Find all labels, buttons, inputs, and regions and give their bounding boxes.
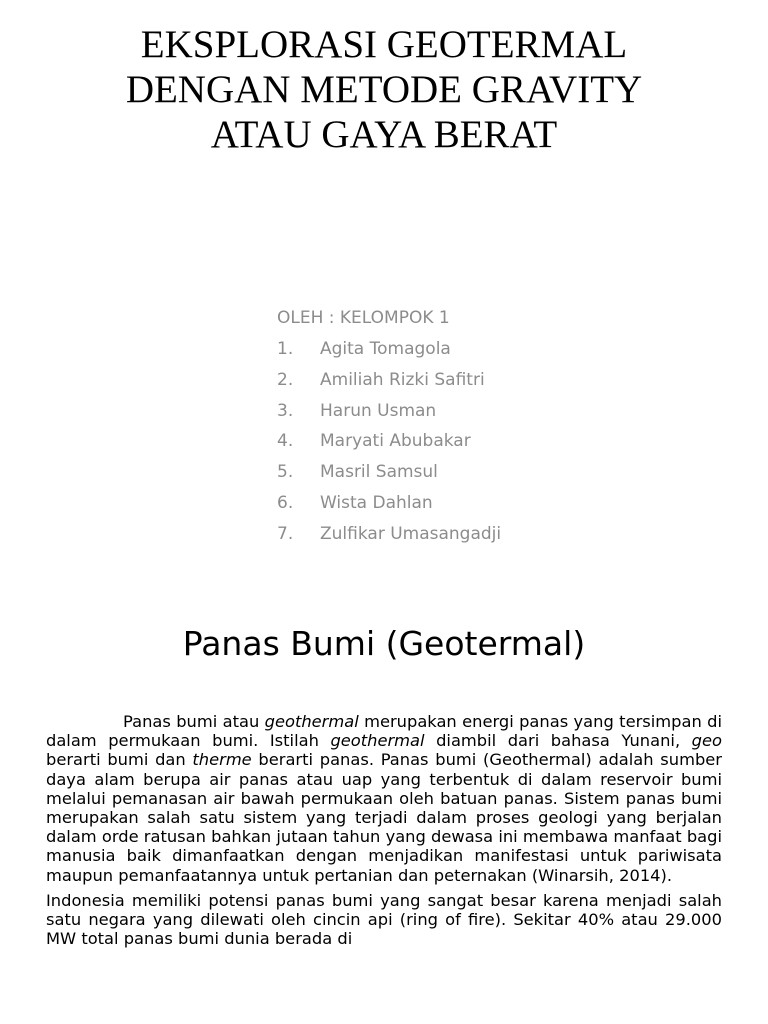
- body-text: [46, 712, 722, 954]
- list-item: [277, 365, 501, 396]
- title-line: DENGAN METODE GRAVITY: [125, 68, 643, 111]
- list-item: [277, 457, 501, 488]
- author-name: Amiliah Rizki Safitri: [320, 369, 485, 390]
- italic-term: therme: [192, 750, 252, 770]
- list-item: [277, 488, 501, 519]
- author-name: Masril Samsul: [320, 462, 438, 483]
- text-run: berarti bumi dan: [46, 750, 193, 770]
- paragraph-1: [46, 712, 722, 885]
- author-list-heading: OLEH : KELOMPOK 1: [277, 308, 450, 328]
- author-name: Maryati Abubakar: [320, 431, 471, 452]
- slide-title: [40, 22, 728, 157]
- title-line: ATAU GAYA BERAT: [210, 113, 558, 156]
- italic-term: geothermal: [330, 731, 425, 751]
- italic-term: geothermal: [264, 712, 359, 731]
- list-item: [277, 426, 501, 457]
- list-number: 3.: [277, 400, 294, 421]
- list-item: [277, 334, 501, 365]
- list-number: 7.: [277, 523, 294, 544]
- paragraph-2: Indonesia memiliki potensi panas bumi yang sangat besar karena menjadi salah satu negara yang dilewati oleh cincin api (ring of fire). Sekitar 40% atau 29.000 MW total panas bumi dunia berada di: [46, 890, 722, 949]
- text-run: diambil dari bahasa Yunani,: [424, 731, 692, 751]
- title-line: EKSPLORASI GEOTERMAL: [140, 23, 628, 66]
- list-number: 5.: [277, 462, 294, 483]
- list-number: 2.: [277, 369, 294, 390]
- author-name: Harun Usman: [320, 400, 437, 421]
- author-list: [277, 303, 501, 550]
- list-number: 4.: [277, 431, 294, 452]
- text-run: merupakan energi panas yang tersimpan di dalam permukaan bumi. Istilah: [46, 712, 722, 751]
- text-run: berarti panas. Panas bumi (Geothermal) adalah sumber daya alam berupa air panas atau uap yang terbentuk di dalam reservoir bumi melalui pemanasan air bawah permukaan oleh batuan panas. Sistem panas bumi merupakan salah satu sistem yang terjadi dalam proses geologi yang berjalan dalam orde ratusan bahkan jutaan tahun yang dewasa ini membawa manfaat bagi manusia baik dimanfaatkan dengan menjadikan manifestasi untuk pariwisata maupun pemanfaatannya untuk pertanian dan peternakan (Winarsih, 2014).: [46, 750, 722, 885]
- author-name: Zulfikar Umasangadji: [320, 523, 502, 544]
- list-number: 6.: [277, 492, 294, 513]
- slide-heading: Panas Bumi (Geotermal): [182, 624, 586, 663]
- italic-term: geo: [691, 731, 722, 751]
- author-name: Agita Tomagola: [320, 339, 451, 359]
- list-item: [277, 396, 501, 427]
- author-name: Wista Dahlan: [320, 492, 433, 513]
- text-run: Panas bumi atau: [123, 712, 265, 731]
- list-item: [277, 519, 501, 550]
- list-number: 1.: [277, 339, 294, 359]
- content-slide: [0, 600, 768, 1024]
